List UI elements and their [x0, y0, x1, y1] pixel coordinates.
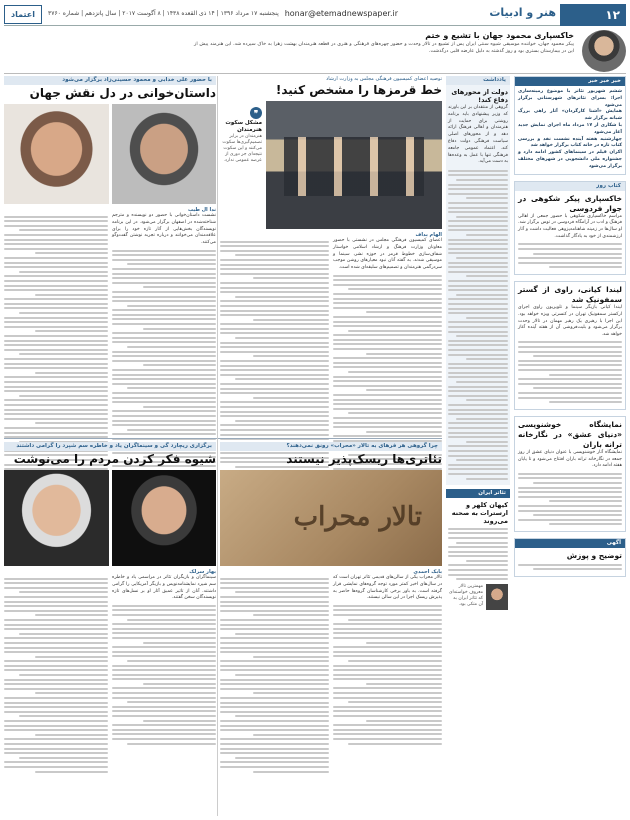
top-strip-title: خاکسپاری محمود جهان با تشیع و ختم	[425, 31, 574, 40]
story2-headline[interactable]: لیندا کیانی، راوی از گستر سمفونیک شد	[518, 284, 622, 304]
story4-headline[interactable]: شیوه فکر کردن مردم را می‌نوشت	[13, 452, 216, 466]
column-text-continued	[448, 170, 508, 480]
masthead	[4, 4, 626, 26]
top-strip-body: پیکر محمود جهان، خواننده موسیقی شیوه سنتی ایران پس از تشییع در تالار وحدت و حضور چهره‌های فرهنگی و هنری در قطعه هنرمندان بهشت زهرا به خاک سپرده شد. این هنرمند پیش از این در بیمارستان بستری بود و روز گذشته به دلیل عارضه قلبی درگذشت.	[194, 42, 574, 54]
story1-sidebar	[220, 101, 262, 229]
notice-box	[514, 538, 626, 577]
obituary-body: مراسم خاکسپاری شکوهی با حضور جمعی از اهالی فرهنگ و ادب در آرامگاه فردوسی در توس برگزار شد. او سال‌ها در زمینه شاهنامه‌پژوهی فعالیت داشت و آثار ارزشمندی از خود به یادگار گذاشت.	[518, 213, 622, 239]
story4-text-continued	[112, 605, 216, 745]
notice-headline[interactable]: توضیح و پوزش	[566, 550, 622, 560]
obituary-label: کتاب روز	[515, 182, 625, 191]
column-headline[interactable]: دولت از محورهای دفاع کند!	[451, 88, 508, 104]
column-label-2: تئاتر ایران	[446, 489, 510, 498]
news-label: خبر خبر خبر	[515, 77, 625, 86]
story-box-3	[514, 416, 626, 532]
story3-byline: بابک احمدی	[413, 569, 442, 575]
story4	[4, 442, 216, 775]
news-item[interactable]: ششم شهریور تئاتر با موضوع زمینه‌سازی اجرا؛ بسرای تئاترهای شهرستانی برگزار می‌شود	[518, 89, 622, 108]
news-item[interactable]: با شکاری از ۱۷ مرداد ماه اجرای نمایش جدید آغاز می‌شود	[518, 122, 622, 135]
story4-text-col2	[4, 578, 108, 773]
story3-body: نمایشگاه آثار خوشنویسی با عنوان دنیای عشق از روز جمعه در نگارخانه ترانه باران افتتاح می‌شود و تا پایان هفته ادامه دارد.	[518, 449, 622, 469]
story1-byline: الهام بداف	[415, 232, 442, 238]
story4-photo-right	[112, 470, 217, 566]
story3-text-col2	[220, 578, 329, 773]
story3-sign-text: تالار محراب	[293, 502, 422, 532]
column-body: گروهی از منتقدان بر این باورند که وزیر پیشنهادی باید برنامه روشنی برای حمایت از هنرمندان و اهالی فرهنگ ارائه دهد و از محورهای اصلی سیاست فرهنگی دولت دفاع کند. اعتماد عمومی جامعه فرهنگی تنها با عمل به وعده‌ها به دست می‌آید.	[448, 105, 508, 165]
story2-kicker: با حضور علی خدابی و محمود حسینی‌زاد برگزار می‌شود	[4, 76, 216, 85]
news-item[interactable]: اکران فیلم در سینماهای کشور ادامه دارد و جشنواره ملی دانشجویی در شهرهای مختلف برگزار می‌شود	[518, 150, 622, 169]
story2-photo-left	[4, 104, 109, 204]
story3-kicker: چرا گروهی هر فرهای به تالار «محراب» رونق نمی‌دهند؟	[220, 442, 442, 451]
top-strip	[4, 30, 626, 74]
story2-body: لیندا کیانی بازیگر سینما و تلویزیون راوی اجرای ارکستر سمفونیک تهران در کنسرتی ویژه خواهد بود. این اجرا با رهبری یک رهبر مهمان در تالار وحدت برگزار می‌شود و بلیت‌فروشی آن از هفته آینده آغاز خواهد شد.	[518, 304, 622, 338]
column-photo	[486, 584, 508, 610]
obituary-box	[514, 181, 626, 275]
quote-icon: ❞	[250, 107, 262, 119]
story3-photo	[220, 470, 442, 566]
story2-text-continued	[518, 341, 622, 403]
story1-sidebar-title: مشکل سکوت هنرمندان	[225, 120, 262, 133]
horizontal-divider	[4, 438, 442, 439]
news-item[interactable]: چهارشنبه هفته آینده نشست نقد و بررسی کتاب تازه در خانه کتاب برگزار خواهد شد	[518, 136, 622, 149]
column-headline-2[interactable]: کیهان کلهر و ارسترات به صحنه می‌روند	[451, 501, 508, 526]
obituary-headline[interactable]: خاکسپاری پیکر شکوهی در جوار فردوسی	[518, 193, 622, 213]
column-quote: مهمترین تالار معروف خواسته‌ای که تئاتر ایران به آن متکی بود.	[448, 584, 483, 608]
column-label: یادداشت	[446, 76, 510, 85]
story4-photo-left	[4, 470, 109, 566]
news-box	[514, 76, 626, 175]
story4-byline: بهار سرلک	[189, 569, 216, 575]
news-item[interactable]: همایش «آشنا کارگردان» آثار راهی بزرگ شبانه برگزار شد	[518, 109, 622, 122]
vertical-divider	[217, 76, 218, 816]
story3-headline[interactable]: تئاتری‌ها ریسک‌پذیر نیستند	[286, 452, 442, 466]
story3-headline[interactable]: نمایشگاه خوشنویسی «دنیای عشق» در نگارخانه ترانه باران	[518, 419, 622, 449]
center-column	[446, 76, 510, 816]
story4-kicker: برگزاری ریچارد گی و سینماگران یاد و خاطره سم شپرد را گرامی داشتند	[4, 442, 216, 451]
section-name: هنر و ادبیات	[489, 6, 556, 19]
story2-headline[interactable]: داستان‌خوانی در دل نقش جهان	[29, 86, 216, 100]
story-box-2	[514, 281, 626, 410]
story3-body: تالار محراب یکی از سالن‌های قدیمی تئاتر تهران است که در سال‌های اخیر کمتر مورد توجه گروه‌های نمایشی قرار گرفته است. به باور برخی کارشناسان گروه‌ها حاضر به پذیرش ریسک اجرا در این سالن نیستند.	[333, 575, 442, 601]
story2-photo-right	[112, 104, 217, 204]
story1-headline[interactable]: خط قرمزها را مشخص کنید!	[275, 83, 442, 97]
story2	[4, 76, 216, 496]
story3-text-continued	[333, 605, 442, 745]
story1-sidebar-body: هنرمندان در برابر تصمیم‌گیری‌ها سکوت می‌کنند و این سکوت نتیجه‌ای جز دوری از عرصه عمومی ندارد.	[222, 134, 262, 163]
newspaper-logo: اعتماد	[4, 5, 42, 24]
story1-body: اعضای کمیسیون فرهنگی مجلس در نشستی با حضور معاونان وزارت فرهنگ و ارشاد اسلامی خواستار شفاف‌سازی خطوط قرمز در حوزه نشر، سینما و موسیقی شدند. به گفته آنان نبود معیارهای روشن موجب سردرگمی هنرمندان و تصمیم‌های سلیقه‌ای شده است.	[333, 238, 442, 271]
page-number: ۱۲	[560, 4, 626, 26]
author-photo	[582, 30, 626, 72]
story3	[220, 442, 442, 775]
email-address[interactable]: honar@etemadnewspaper.ir	[284, 9, 398, 18]
story2-body: نشست داستان‌خوانی با حضور دو نویسنده و مترجم شناخته‌شده در اصفهان برگزار می‌شود. در این برنامه نویسندگان بخش‌هایی از آثار تازه خود را برای علاقه‌مندان می‌خوانند و درباره تجربه نوشتن گفت‌وگو می‌کنند.	[112, 213, 216, 246]
story1-kicker: توصیه اعضای کمیسیون فرهنگی مجلس به وزارت ارشاد	[326, 76, 442, 82]
notice-label: آگهی	[515, 539, 625, 548]
story3-text-continued	[518, 473, 622, 526]
story1-photo	[266, 101, 442, 229]
dateline: پنجشنبه ۱۷ مرداد ۱۳۹۶ | ۱۴ ذی القعده ۱۴۳۸ | ۸ آگوست ۲۰۱۷ | سال پانزدهم | شماره ۳۷۶۰	[48, 10, 279, 17]
story4-body: سینماگران و بازیگران تئاتر در مراسمی یاد و خاطره سم شپرد نمایشنامه‌نویس و بازیگر آمریکایی را گرامی داشتند. آنان از تاثیر عمیق آثار او بر نسل‌های تازه نویسندگان سخن گفتند.	[112, 575, 216, 601]
obituary-text-continued	[518, 243, 622, 268]
story2-byline: ندا ال طیب	[187, 207, 216, 213]
right-column	[514, 76, 626, 816]
story1	[220, 76, 442, 484]
